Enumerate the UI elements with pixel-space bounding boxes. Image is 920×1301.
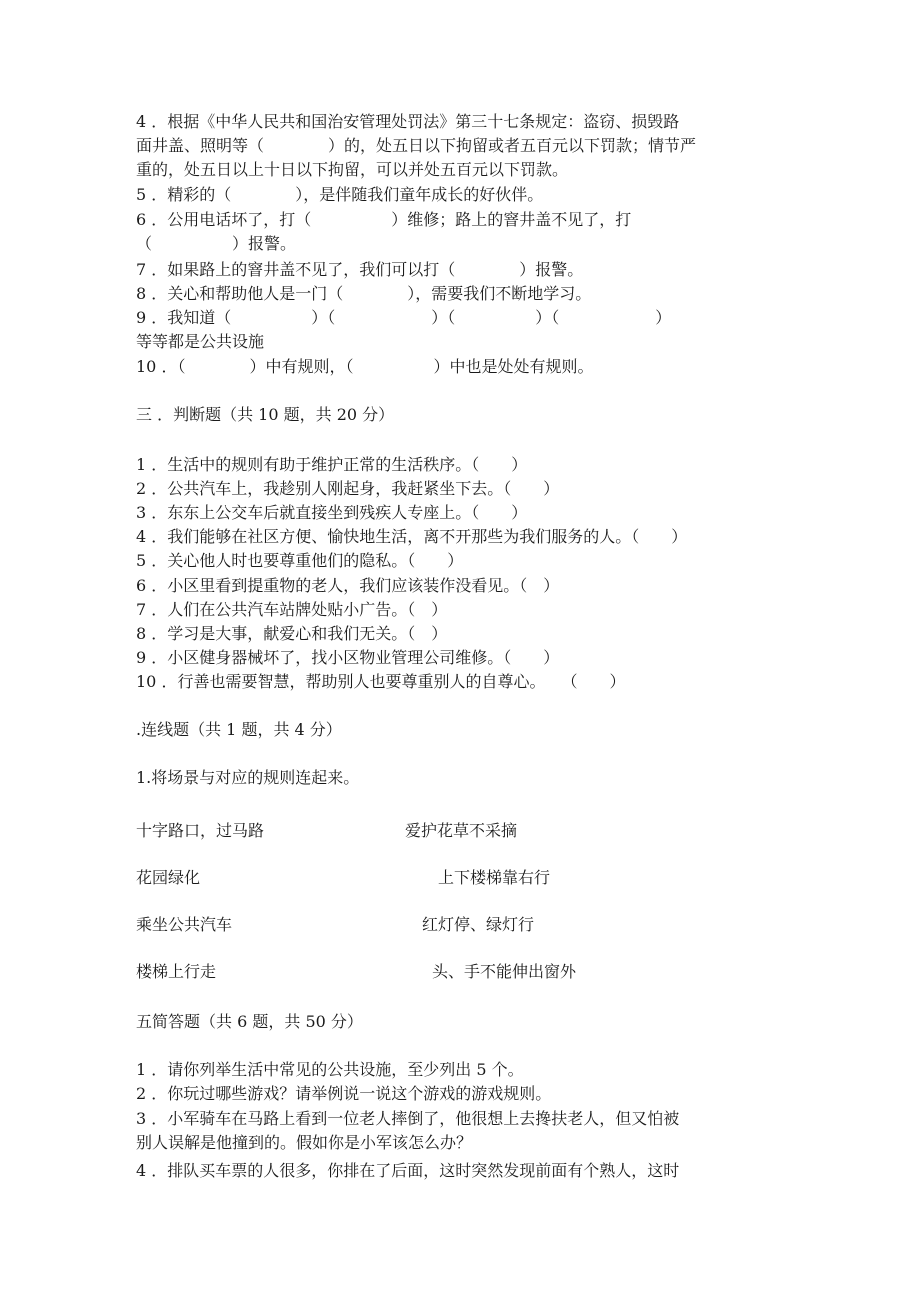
short-answer-q2: 2 ．你玩过哪些游戏？请举例说一说这个游戏的游戏规则。 xyxy=(136,1084,552,1103)
judge-section-title: 三 ．判断题（共 10 题，共 20 分） xyxy=(136,405,395,424)
judge-item: 10 ．行善也需要智慧，帮助别人也要尊重别人的自尊心。 （ ） xyxy=(136,672,626,691)
fill-q4-line3: 重的，处五日以上十日以下拘留，可以并处五百元以下罚款。 xyxy=(136,160,569,179)
short-answer-q1: 1 ．请你列举生活中常见的公共设施，至少列出 5 个。 xyxy=(136,1060,524,1079)
judge-item: 1 ．生活中的规则有助于维护正常的生活秩序。（ ） xyxy=(136,455,528,474)
match-right-item: 爱护花草不采摘 xyxy=(405,821,518,840)
judge-item: 9 ．小区健身器械坏了，找小区物业管理公司维修。（ ） xyxy=(136,648,560,667)
judge-item: 5 ．关心他人时也要尊重他们的隐私。（ ） xyxy=(136,551,464,570)
fill-q7: 7 ．如果路上的窨井盖不见了，我们可以打（ ）报警。 xyxy=(136,260,584,279)
short-answer-q3-line1: 3 ．小军骑车在马路上看到一位老人摔倒了，他很想上去搀扶老人，但又怕被 xyxy=(136,1109,680,1128)
judge-item: 3 ．东东上公交车后就直接坐到残疾人专座上。（ ） xyxy=(136,503,528,522)
short-answer-title: 五简答题（共 6 题，共 50 分） xyxy=(136,1012,363,1031)
match-right-item: 头、手不能伸出窗外 xyxy=(432,962,577,981)
fill-q6-line1: 6 ．公用电话坏了，打（ ）维修；路上的窨井盖不见了，打 xyxy=(136,210,632,229)
fill-q4-line1: 4 ．根据《中华人民共和国治安管理处罚法》第三十七条规定：盗窃、损毁路 xyxy=(136,112,680,131)
fill-q4-line2: 面井盖、照明等（ ）的，处五日以下拘留或者五百元以下罚款；情节严 xyxy=(136,136,697,155)
fill-q9-line1: 9 ．我知道（ ）（ ）（ ）（ ） xyxy=(136,308,672,327)
match-instruction: 1.将场景与对应的规则连起来。 xyxy=(136,768,360,787)
fill-q9-line2: 等等都是公共设施 xyxy=(136,332,265,351)
judge-item: 2 ．公共汽车上，我趁别人刚起身，我赶紧坐下去。（ ） xyxy=(136,479,560,498)
judge-item: 7 ．人们在公共汽车站牌处贴小广告。（ ） xyxy=(136,600,448,619)
judge-item: 4 ．我们能够在社区方便、愉快地生活，离不开那些为我们服务的人。（ ） xyxy=(136,527,688,546)
match-section-title: .连线题（共 1 题，共 4 分） xyxy=(136,720,342,739)
match-right-item: 红灯停、绿灯行 xyxy=(422,915,535,934)
match-right-item: 上下楼梯靠右行 xyxy=(438,868,551,887)
fill-q10: 10 ．（ ）中有规则，（ ）中也是处处有规则。 xyxy=(136,357,594,376)
short-answer-q4-line1: 4 ．排队买车票的人很多，你排在了后面，这时突然发现前面有个熟人，这时 xyxy=(136,1161,680,1180)
judge-item: 6 ．小区里看到提重物的老人，我们应该装作没看见。（ ） xyxy=(136,576,560,595)
match-left-item: 楼梯上行走 xyxy=(136,962,217,981)
fill-q8: 8 ．关心和帮助他人是一门（ ），需要我们不断地学习。 xyxy=(136,284,592,303)
fill-q6-line2: （ ）报警。 xyxy=(136,234,297,253)
match-left-item: 十字路口，过马路 xyxy=(136,821,265,840)
judge-item: 8 ．学习是大事，献爱心和我们无关。（ ） xyxy=(136,624,448,643)
short-answer-q3-line2: 别人误解是他撞到的。假如你是小军该怎么办？ xyxy=(136,1133,473,1152)
match-left-item: 花园绿化 xyxy=(136,868,201,887)
fill-q5: 5 ．精彩的（ ），是伴随我们童年成长的好伙伴。 xyxy=(136,185,544,204)
match-left-item: 乘坐公共汽车 xyxy=(136,915,233,934)
